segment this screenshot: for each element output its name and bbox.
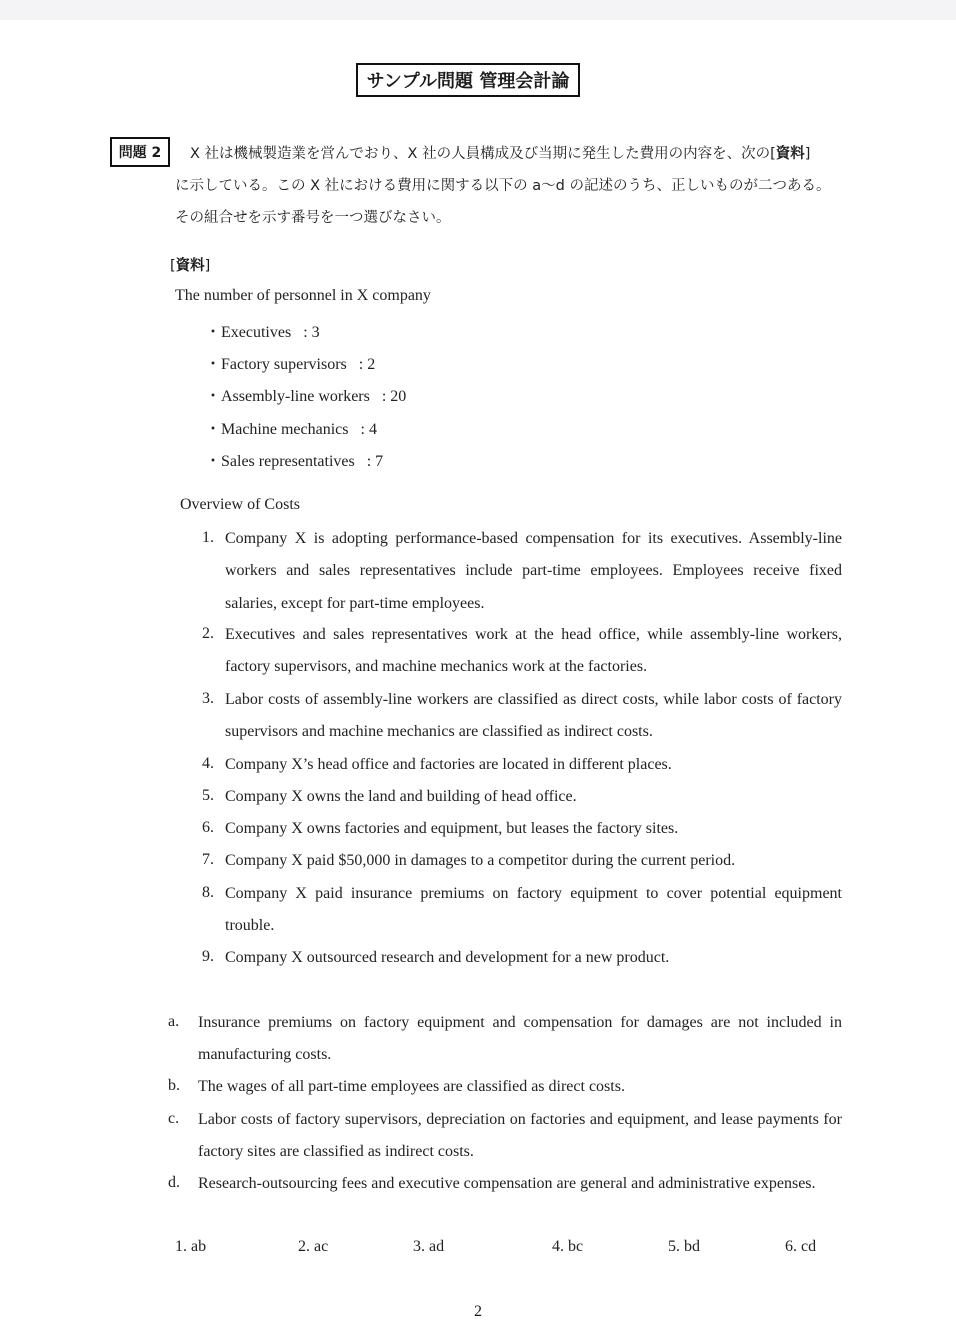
statement-letter: d. bbox=[168, 1174, 180, 1191]
page-title: サンプル問題 管理会計論 bbox=[356, 63, 580, 97]
statement-text: Labor costs of factory supervisors, depreciation on factories and equipment, and lease payments for factory sites are classified as indirect costs. bbox=[198, 1111, 842, 1161]
question-label: 問題 2 bbox=[110, 137, 170, 167]
question-line-2: に示している。この X 社における費用に関する以下の a～d の記述のうち、正しいものが二つある。 bbox=[175, 178, 831, 194]
material-heading-text: 資料 bbox=[175, 258, 205, 274]
statement-text: Research-outsourcing fees and executive compensation are general and administrative expenses. bbox=[198, 1175, 816, 1192]
question-line-1-close: ] bbox=[804, 146, 811, 162]
answer-choice: 1. ab bbox=[175, 1238, 207, 1255]
overview-item: Company X owns the land and building of head office. bbox=[225, 788, 577, 805]
overview-number: 4. bbox=[202, 755, 214, 772]
question-line-1-text: X 社は機械製造業を営んでおり、X 社の人員構成及び当期に発生した費用の内容を、次の[ bbox=[190, 146, 776, 162]
page-number: 2 bbox=[474, 1303, 482, 1320]
overview-title: Overview of Costs bbox=[180, 496, 300, 513]
statement-letter: b. bbox=[168, 1077, 180, 1094]
answer-choice: 5. bd bbox=[668, 1238, 700, 1255]
overview-item: Executives and sales representatives work at the head office, while assembly-line workers, factory supervisors, and machine mechanics work at the factories. bbox=[225, 626, 842, 676]
personnel-title: The number of personnel in X company bbox=[175, 287, 431, 304]
overview-item: Company X outsourced research and development for a new product. bbox=[225, 949, 670, 966]
statement-letter: a. bbox=[168, 1013, 180, 1030]
material-heading-open: [ bbox=[170, 258, 176, 274]
overview-number: 3. bbox=[202, 690, 214, 707]
answer-choice: 2. ac bbox=[298, 1238, 329, 1255]
personnel-item: ・Factory supervisors : 2 bbox=[205, 356, 376, 373]
question-line-3: その組合せを示す番号を一つ選びなさい。 bbox=[175, 210, 451, 226]
overview-item: Company X paid $50,000 in damages to a competitor during the current period. bbox=[225, 852, 736, 869]
answer-choice: 3. ad bbox=[413, 1238, 445, 1255]
overview-number: 5. bbox=[202, 787, 214, 804]
overview-item: Company X’s head office and factories are located in different places. bbox=[225, 756, 672, 773]
overview-item: Company X is adopting performance-based compensation for its executives. Assembly-line workers and sales representatives include part-time employees. Employees receive fixed salaries, except for part-time employees. bbox=[225, 530, 842, 612]
material-heading-close: ] bbox=[204, 258, 211, 274]
top-bar bbox=[0, 0, 956, 20]
overview-item: Labor costs of assembly-line workers are classified as direct costs, while labor costs of factory supervisors and machine mechanics are classified as indirect costs. bbox=[225, 691, 842, 741]
overview-item: Company X owns factories and equipment, but leases the factory sites. bbox=[225, 820, 679, 837]
question-line-1-bold: 資料 bbox=[775, 146, 805, 162]
question-line-1 bbox=[190, 142, 810, 163]
overview-number: 1. bbox=[202, 529, 214, 546]
overview-number: 2. bbox=[202, 625, 214, 642]
overview-number: 8. bbox=[202, 884, 214, 901]
personnel-item: ・Executives : 3 bbox=[205, 324, 320, 341]
answer-choice: 6. cd bbox=[785, 1238, 817, 1255]
overview-number: 7. bbox=[202, 851, 214, 868]
overview-number: 9. bbox=[202, 948, 214, 965]
answer-choice: 4. bc bbox=[552, 1238, 584, 1255]
statement-text: Insurance premiums on factory equipment and compensation for damages are not included in manufacturing costs. bbox=[198, 1014, 842, 1064]
personnel-item: ・Sales representatives : 7 bbox=[205, 453, 384, 470]
personnel-item: ・Assembly-line workers : 20 bbox=[205, 388, 407, 405]
personnel-item: ・Machine mechanics : 4 bbox=[205, 421, 377, 438]
overview-number: 6. bbox=[202, 819, 214, 836]
statement-letter: c. bbox=[168, 1110, 180, 1127]
material-heading bbox=[170, 254, 210, 275]
overview-item: Company X paid insurance premiums on factory equipment to cover potential equipment trouble. bbox=[225, 885, 842, 935]
statement-text: The wages of all part-time employees are classified as direct costs. bbox=[198, 1078, 625, 1095]
